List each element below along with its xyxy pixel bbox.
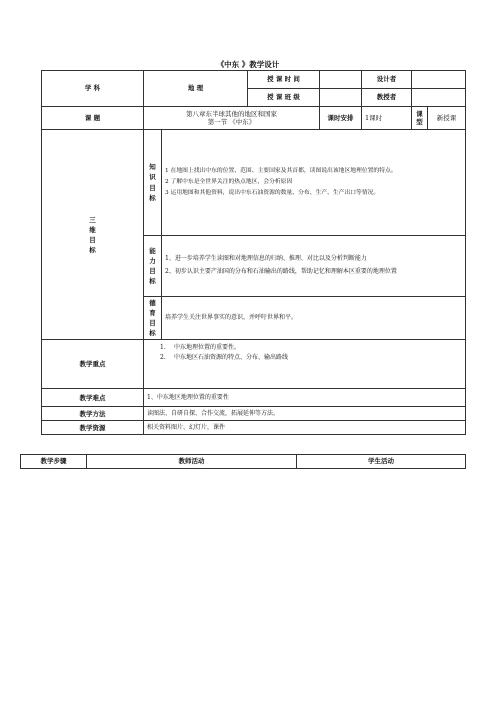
key-point-2: 2. 中东地区石油资源的特点、分布、输出路线 [160, 353, 289, 361]
student-activity-label: 学生活动 [297, 455, 466, 469]
knowledge-goal-3: 3 运用地图和其他资料，说出中东石油资源的数量、分布、生产、生产出口等情况。 [165, 190, 380, 196]
resources-content: 相关资料图片、幻灯片，课件 [144, 421, 466, 435]
knowledge-goal-2: 2 了解中东是全世界关注的热点地区，会分析原因 [165, 179, 293, 185]
topic-line-2: 第一节 《中东》 [207, 118, 256, 126]
ability-goals-label: 能 力 目 标 [144, 236, 162, 297]
ability-goal-1: 1、进一步培养学生读图和对地理信息的归纳、推理、对比以及分析判断能力 [165, 255, 367, 263]
method-label: 教学方法 [42, 407, 144, 421]
schedule-value: 1课时 [362, 107, 412, 130]
three-dimensional-goals-label: 三 维 目 标 [42, 130, 144, 340]
moral-goals-content: 培养学生关注世界事实的意识，并呼吁世界和平。 [162, 297, 466, 340]
resources-label: 教学资源 [42, 421, 144, 435]
steps-header-table [20, 454, 466, 469]
difficulty-content: 1、中东地区地理位置的重要性 [144, 389, 466, 407]
topic-line-1: 第八章东半球其他的地区和国家 [186, 109, 277, 118]
knowledge-goals-label: 知 识 目 标 [144, 130, 162, 236]
key-points-content [144, 340, 466, 389]
lesson-type-value: 新授课 [428, 107, 466, 130]
topic-label: 课 题 [42, 107, 144, 130]
lesson-type-label: 课型 [412, 107, 428, 130]
teaching-class-label: 授 课 班 级 [248, 89, 320, 107]
teaching-time-label: 授 课 时 间 [248, 71, 320, 89]
teacher-label: 教授者 [362, 89, 412, 107]
difficulty-label: 教学难点 [42, 389, 144, 407]
knowledge-goals-content [162, 130, 466, 236]
ability-goal-2: 2、初步认识主要产油国的分布和石油输出的路线，帮助记忆和理解本区重要的地理位置 [165, 268, 397, 275]
designer-value[interactable] [412, 71, 466, 89]
steps-label: 教学步骤 [21, 455, 87, 469]
topic-value [144, 107, 320, 130]
key-points-label: 教学重点 [42, 340, 144, 389]
designer-label: 设计者 [362, 71, 412, 89]
key-point-1: 1. 中东地理位置的重要性。 [160, 344, 241, 352]
subject-value: 地 理 [144, 71, 248, 107]
moral-goals-label: 德 育 目 标 [144, 297, 162, 340]
teacher-value[interactable] [412, 89, 466, 107]
document-title: 《中东 》教学设计 [216, 60, 280, 69]
teaching-class-value[interactable] [320, 89, 362, 107]
lesson-plan-table [41, 70, 466, 435]
knowledge-goal-1: 1 在地图上找出中东的位置、范围、主要国家及其首都，读图说出该地区地理位置的特点。 [165, 168, 397, 174]
teacher-activity-label: 教师活动 [87, 455, 297, 469]
ability-goals-content [162, 236, 466, 297]
subject-label: 学 科 [42, 71, 144, 107]
teaching-time-value[interactable] [320, 71, 362, 89]
schedule-label: 课时安排 [320, 107, 362, 130]
method-content: 读图法、自研自探、合作交流，拓展延伸等方法。 [144, 407, 466, 421]
